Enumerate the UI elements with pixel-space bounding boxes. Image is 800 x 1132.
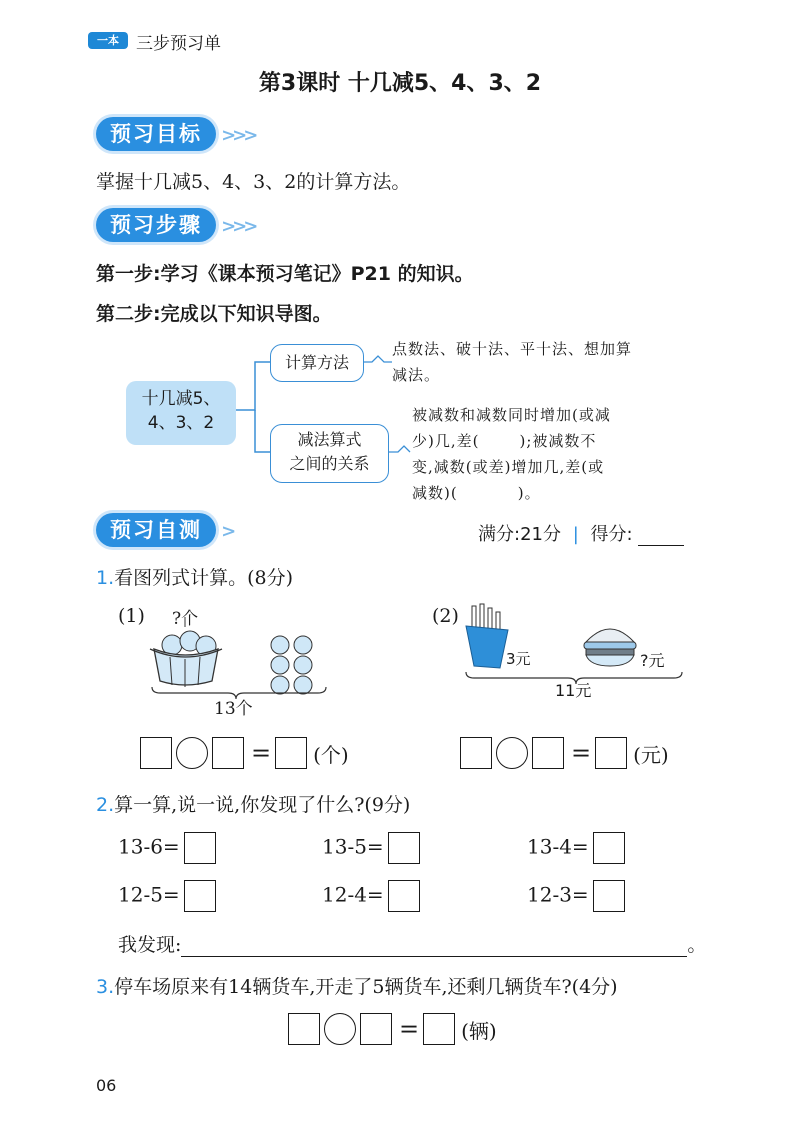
answer-box[interactable] [388, 880, 420, 912]
q1-text: 看图列式计算。(8分) [114, 567, 294, 589]
connector-top [236, 362, 270, 410]
section-goal-pill: 预习目标 [96, 117, 216, 151]
note-method-line2: 减法。 [392, 366, 441, 384]
equals-sign: = [399, 1015, 420, 1043]
mindmap-node-method: 计算方法 [270, 344, 364, 382]
mindmap-node-relation-line1: 减法算式 [297, 430, 362, 449]
note-relation-line3: 变,减数(或差)增加几,差(或 [412, 458, 605, 476]
burger-icon [584, 629, 636, 666]
score-field[interactable] [638, 524, 684, 546]
q1-number: 1. [96, 567, 115, 589]
answer-box[interactable] [184, 832, 216, 864]
calc-expression: 13-5= [322, 834, 384, 859]
note-relation-line4 [412, 480, 611, 506]
connector-note-1 [362, 356, 392, 362]
operator-circle[interactable] [324, 1013, 356, 1045]
note-method-line1: 点数法、破十法、平十法、想加算 [392, 340, 633, 358]
score-line [478, 520, 684, 546]
q2-number: 2. [96, 794, 115, 816]
q3-answer [288, 1013, 501, 1045]
answer-box[interactable] [288, 1013, 320, 1045]
discover-end: 。 [687, 934, 707, 956]
q2-calc-4 [118, 880, 216, 912]
q2-calc-6 [527, 880, 625, 912]
apples-icon [271, 636, 312, 694]
section-steps-header [96, 208, 254, 242]
q2-calc-2 [322, 832, 420, 864]
q3-number: 3. [96, 976, 115, 998]
q1-part2-answer [460, 737, 673, 769]
chevrons-icon: >>> [221, 125, 255, 146]
mindmap-note-relation [412, 402, 611, 506]
q1-part1-total: 13个 [214, 699, 253, 719]
discover-line [118, 930, 706, 957]
brand-logo: 一本 [88, 32, 128, 49]
q1-part1-label: (1) [118, 605, 145, 627]
mindmap-node-relation [270, 424, 389, 483]
answer-box[interactable] [140, 737, 172, 769]
note-relation-line4a: 减数)( [412, 484, 458, 502]
q1-part2-fries-price: 3元 [506, 650, 531, 668]
operator-circle[interactable] [496, 737, 528, 769]
section-test-header [96, 513, 232, 547]
section-test-pill: 预习自测 [96, 513, 216, 547]
q3-unit: (辆) [461, 1018, 497, 1043]
answer-box[interactable] [532, 737, 564, 769]
q1-part2-label: (2) [432, 605, 459, 627]
q2-calc-1 [118, 832, 216, 864]
answer-box[interactable] [360, 1013, 392, 1045]
full-score: 满分:21分 [478, 524, 561, 545]
mindmap-root-line2: 4、3、2 [147, 413, 215, 433]
page-number: 06 [96, 1076, 117, 1095]
section-steps-pill: 预习步骤 [96, 208, 216, 242]
q1-part1-unit: (个) [313, 742, 349, 767]
answer-box[interactable] [595, 737, 627, 769]
fries-icon [466, 604, 508, 668]
q1-part1-answer [140, 737, 353, 769]
step-two: 第二步:完成以下知识导图。 [96, 303, 332, 325]
answer-box[interactable] [388, 832, 420, 864]
q1-part2-total: 11元 [555, 681, 592, 700]
divider-mark: | [572, 524, 579, 545]
score-label: 得分: [590, 524, 633, 545]
answer-box[interactable] [275, 737, 307, 769]
answer-box[interactable] [460, 737, 492, 769]
answer-box[interactable] [593, 832, 625, 864]
note-relation-line2b: );被减数不 [519, 432, 597, 450]
discover-field[interactable] [181, 934, 687, 957]
calc-expression: 13-6= [118, 834, 180, 859]
note-relation-line2 [412, 428, 611, 454]
page-title: 第3课时 十几减5、4、3、2 [258, 71, 542, 96]
connector-bottom [255, 410, 270, 452]
q2-text: 算一算,说一说,你发现了什么?(9分) [114, 794, 411, 816]
q1-part1-question: ?个 [172, 609, 199, 629]
connector-note-2 [389, 446, 410, 452]
q1-part2-burger-price: ?元 [640, 651, 665, 670]
equals-sign: = [571, 739, 592, 767]
q3-text: 停车场原来有14辆货车,开走了5辆货车,还剩几辆货车?(4分) [114, 976, 618, 998]
calc-expression: 13-4= [527, 834, 589, 859]
operator-circle[interactable] [176, 737, 208, 769]
mindmap-root [126, 381, 236, 445]
step-one: 第一步:学习《课本预习笔记》P21 的知识。 [96, 263, 474, 285]
note-relation-line4b: )。 [517, 484, 541, 502]
mindmap-node-relation-line2: 之间的关系 [289, 454, 370, 473]
equals-sign: = [251, 739, 272, 767]
q1-part2-unit: (元) [633, 742, 669, 767]
q3-heading [96, 972, 618, 999]
chevrons-icon: >>> [221, 216, 255, 237]
note-relation-line2a: 少)几,差( [412, 432, 480, 450]
discover-label: 我发现: [118, 934, 182, 956]
mindmap-note-method [392, 336, 632, 388]
section-goal-header [96, 117, 254, 151]
q2-calc-5 [322, 880, 420, 912]
answer-box[interactable] [423, 1013, 455, 1045]
apple-basket-icon [150, 631, 222, 687]
calc-expression: 12-3= [527, 882, 589, 907]
mindmap-root-line1: 十几减5、 [141, 389, 221, 409]
goal-text: 掌握十几减5、4、3、2的计算方法。 [96, 171, 411, 193]
q1-heading [96, 563, 293, 590]
calc-expression: 12-5= [118, 882, 180, 907]
q2-heading [96, 790, 410, 817]
answer-box[interactable] [184, 880, 216, 912]
note-relation-line1: 被减数和减数同时增加(或减 [412, 406, 611, 424]
answer-box[interactable] [212, 737, 244, 769]
q2-calc-3 [527, 832, 625, 864]
chevron-icon: > [221, 521, 233, 542]
series-name: 三步预习单 [136, 34, 221, 54]
answer-box[interactable] [593, 880, 625, 912]
calc-expression: 12-4= [322, 882, 384, 907]
